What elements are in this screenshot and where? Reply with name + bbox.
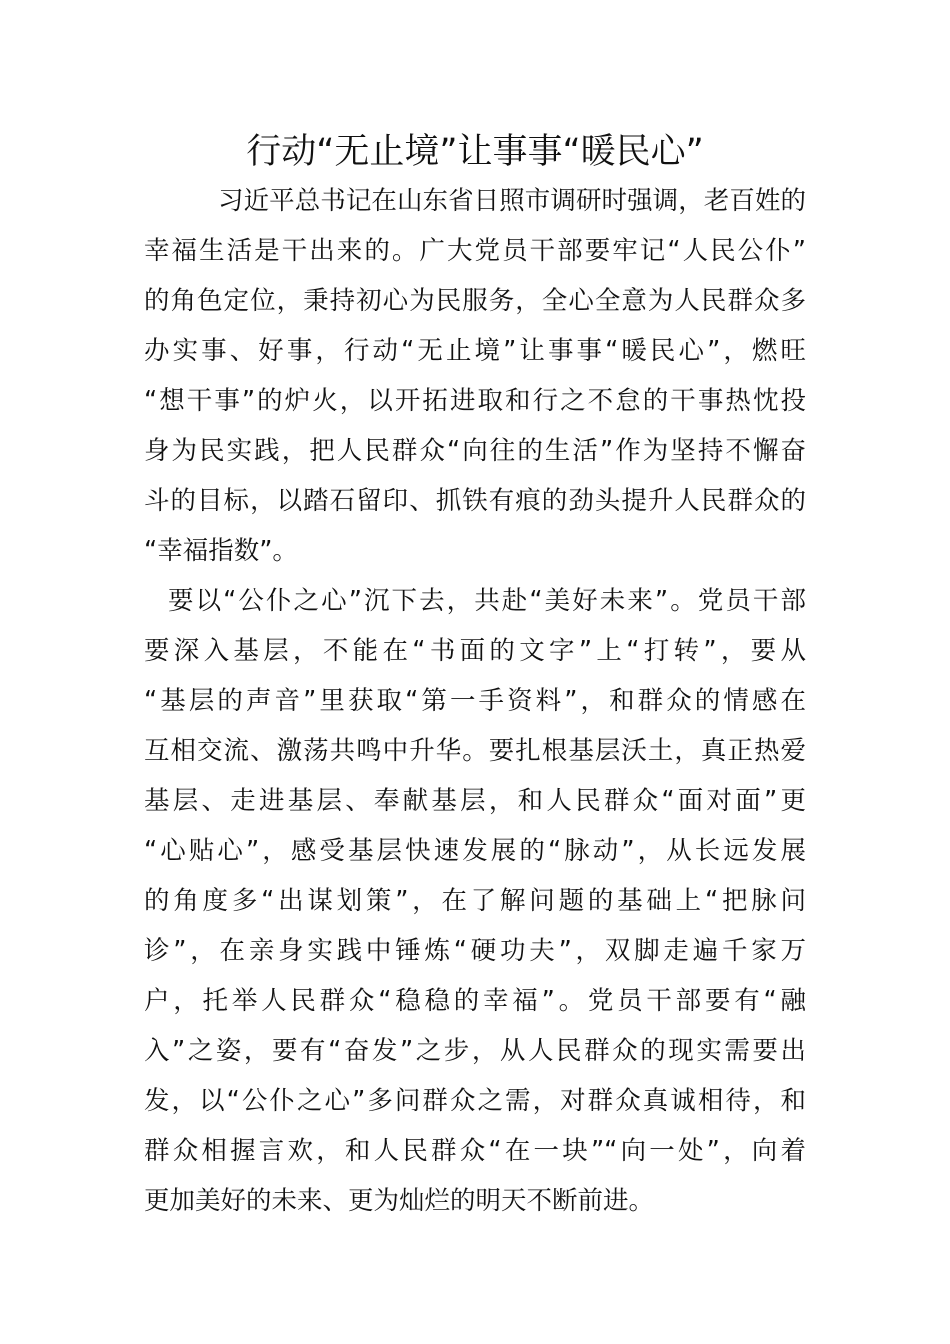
- paragraph-line: “基层的声音”里获取“第一手资料”，和群众的情感在: [144, 686, 806, 716]
- paragraph-line: “想干事”的炉火，以开拓进取和行之不怠的干事热忱投: [144, 386, 806, 416]
- paragraph-line: 幸福生活是干出来的。广大党员干部要牢记“人民公仆”: [144, 236, 806, 266]
- paragraph-line: 身为民实践，把人民群众“向往的生活”作为坚持不懈奋: [144, 436, 806, 466]
- paragraph-line: 发，以“公仆之心”多问群众之需，对群众真诚相待，和: [144, 1086, 806, 1116]
- paragraph-line: 基层、走进基层、奉献基层，和人民群众“面对面”更: [144, 786, 806, 816]
- paragraph-line: 诊”，在亲身实践中锤炼“硬功夫”，双脚走遍千家万: [144, 936, 806, 966]
- paragraph-line: 入”之姿，要有“奋发”之步，从人民群众的现实需要出: [144, 1036, 806, 1066]
- paragraph-line: 的角度多“出谋划策”，在了解问题的基础上“把脉问: [144, 886, 806, 916]
- paragraph-line: 互相交流、激荡共鸣中升华。要扎根基层沃土，真正热爱: [144, 736, 806, 766]
- paragraph-line: 习近平总书记在山东省日照市调研时强调，老百姓的: [218, 186, 806, 216]
- paragraph-line: 斗的目标，以踏石留印、抓铁有痕的劲头提升人民群众的: [144, 486, 806, 516]
- paragraph-line: “心贴心”，感受基层快速发展的“脉动”，从长远发展: [144, 836, 806, 866]
- paragraph-line: 要以“公仆之心”沉下去，共赴“美好未来”。党员干部: [168, 586, 806, 616]
- paragraph-line: 户，托举人民群众“稳稳的幸福”。党员干部要有“融: [144, 986, 806, 1016]
- paragraph-line: 更加美好的未来、更为灿烂的明天不断前进。: [144, 1186, 655, 1216]
- paragraph-line: 的角色定位，秉持初心为民服务，全心全意为人民群众多: [144, 286, 806, 316]
- paragraph-line: “幸福指数”。: [144, 536, 298, 566]
- document-title: 行动“无止境”让事事“暖民心”: [246, 132, 704, 172]
- paragraph-line: 群众相握言欢，和人民群众“在一块”“向一处”，向着: [144, 1136, 806, 1166]
- paragraph-line: 办实事、好事，行动“无止境”让事事“暖民心”，燃旺: [144, 336, 806, 366]
- paragraph-line: 要深入基层，不能在“书面的文字”上“打转”，要从: [144, 636, 806, 666]
